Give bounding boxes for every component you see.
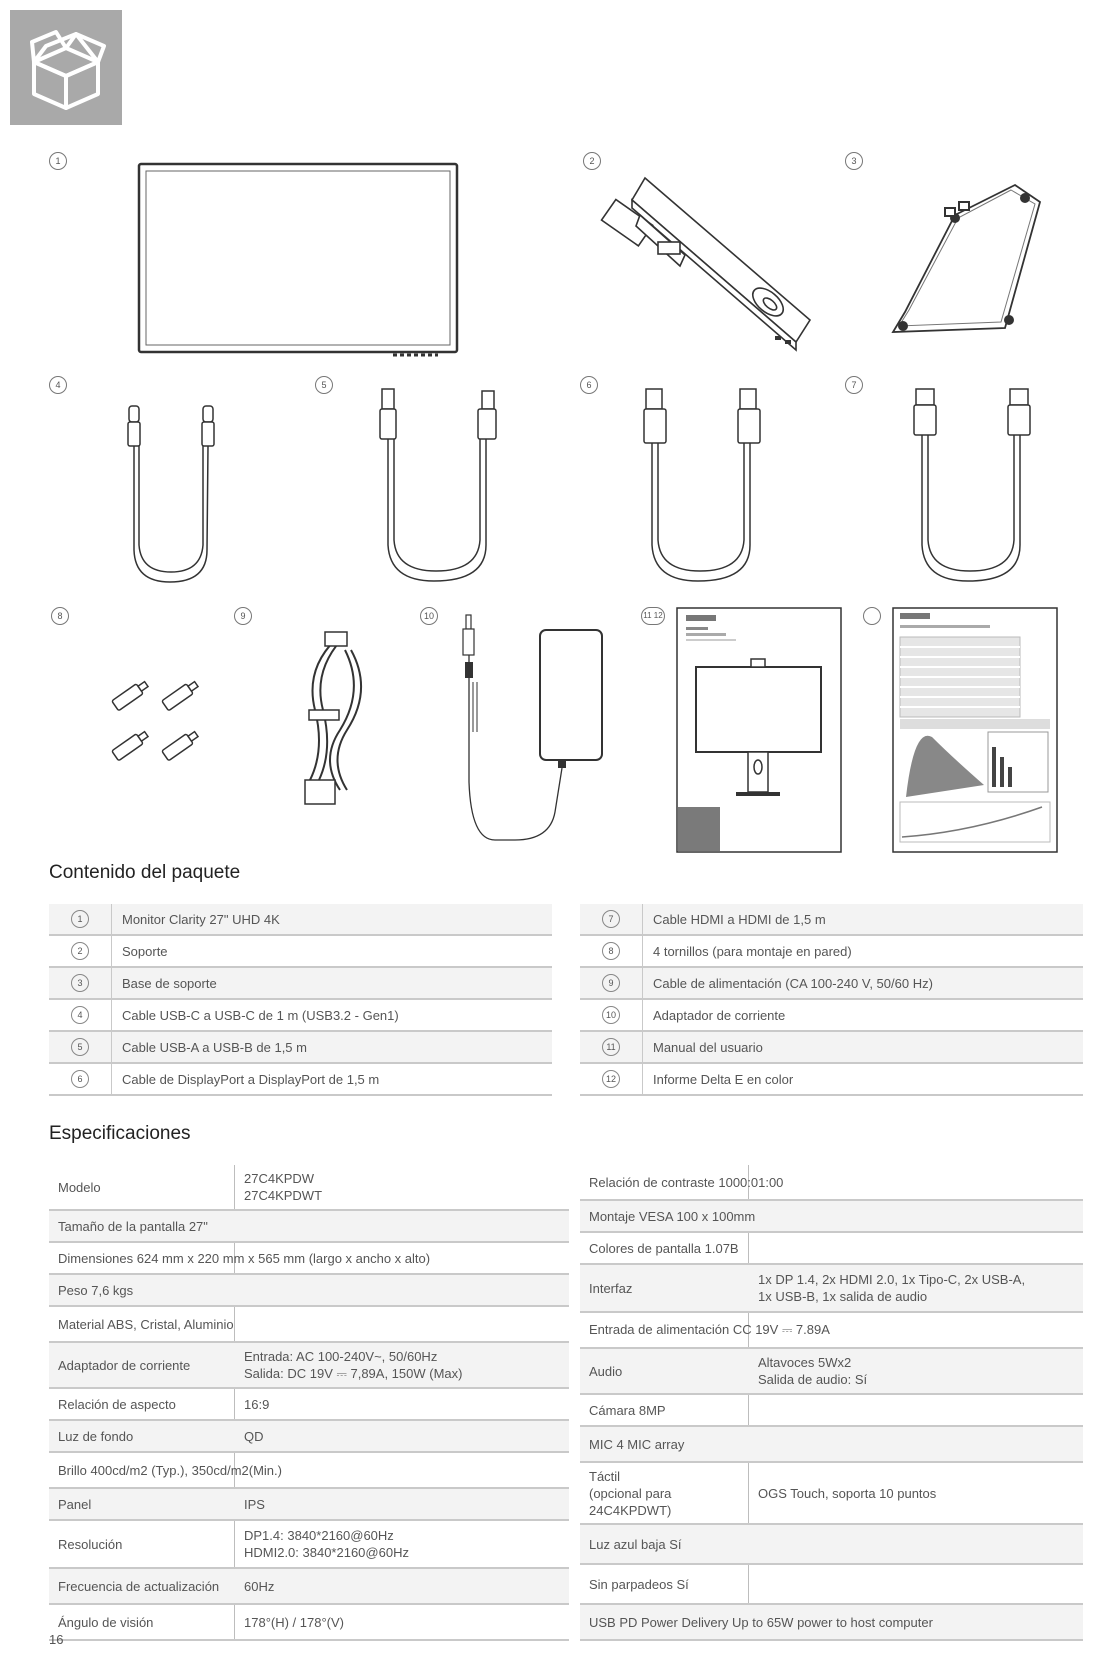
spec-value: Altavoces 5Wx2 Salida de audio: Sí xyxy=(758,1355,868,1387)
spec-value: OGS Touch, soporta 10 puntos xyxy=(758,1485,937,1501)
table-row xyxy=(49,1389,569,1421)
spec-label: Cámara 8MP xyxy=(589,1402,666,1418)
item-number: 9 xyxy=(602,974,620,992)
spec-label: Relación de aspecto xyxy=(58,1396,176,1412)
item-label: Cable USB-C a USB-C de 1 m (USB3.2 - Gen1) xyxy=(122,1007,399,1023)
item-label: Adaptador de corriente xyxy=(653,1007,786,1023)
table-row xyxy=(49,1569,569,1605)
table-row xyxy=(580,1525,1083,1565)
hdmi-cable-illustration xyxy=(912,385,1032,595)
spec-label: Luz azul baja Sí xyxy=(589,1536,682,1552)
table-row xyxy=(49,1453,569,1489)
table-row xyxy=(580,1395,1083,1427)
spec-label: Audio xyxy=(589,1363,623,1379)
table-row xyxy=(49,1000,552,1032)
stand-illustration xyxy=(600,170,825,355)
table-row xyxy=(580,1000,1083,1032)
monitor-illustration xyxy=(138,163,460,358)
screws-illustration xyxy=(105,675,205,775)
table-row xyxy=(49,1211,569,1243)
table-row xyxy=(580,1605,1083,1641)
item-number: 2 xyxy=(71,942,89,960)
table-row xyxy=(49,1165,569,1211)
item-number: 7 xyxy=(602,910,620,928)
spec-label: Frecuencia de actualización xyxy=(58,1578,220,1594)
spec-value: IPS xyxy=(244,1496,265,1512)
spec-label: Panel xyxy=(58,1496,92,1512)
table-row xyxy=(49,904,552,936)
spec-label: Brillo 400cd/m2 (Typ.), 350cd/m2(Min.) xyxy=(58,1462,282,1478)
table-row xyxy=(49,1521,569,1569)
spec-label: USB PD Power Delivery Up to 65W power to host computer xyxy=(589,1614,933,1630)
spec-label: Luz de fondo xyxy=(58,1428,134,1444)
table-row xyxy=(49,968,552,1000)
item-label: Cable de DisplayPort a DisplayPort de 1,5 m xyxy=(122,1071,380,1087)
table-row xyxy=(580,904,1083,936)
item-number: 6 xyxy=(71,1070,89,1088)
specifications-table-right xyxy=(580,1165,1083,1641)
table-row xyxy=(580,1265,1083,1313)
illustration-number: 7 xyxy=(845,376,863,394)
table-row xyxy=(580,936,1083,968)
table-row xyxy=(580,1064,1083,1096)
item-number: 4 xyxy=(71,1006,89,1024)
table-row xyxy=(580,1233,1083,1265)
spec-value: 60Hz xyxy=(244,1578,275,1594)
illustration-number: 2 xyxy=(583,152,601,170)
spec-label: Modelo xyxy=(58,1179,101,1195)
item-label: Soporte xyxy=(122,943,168,959)
table-row xyxy=(580,1201,1083,1233)
spec-label: Peso 7,6 kgs xyxy=(58,1282,134,1298)
usb-c-cable-illustration xyxy=(125,400,225,590)
table-row xyxy=(580,1565,1083,1605)
illustration-number: 9 xyxy=(234,607,252,625)
table-row xyxy=(580,1349,1083,1395)
spec-label: Sin parpadeos Sí xyxy=(589,1576,689,1592)
package-contents-table-right xyxy=(580,904,1083,1096)
table-row xyxy=(49,1307,569,1343)
table-row xyxy=(49,1275,569,1307)
item-label: Informe Delta E en color xyxy=(653,1071,794,1087)
table-row xyxy=(580,968,1083,1000)
spec-label: MIC 4 MIC array xyxy=(589,1436,685,1452)
spec-value: QD xyxy=(244,1428,264,1444)
spec-value: DP1.4: 3840*2160@60Hz HDMI2.0: 3840*2160@60Hz xyxy=(244,1528,409,1560)
spec-label: Resolución xyxy=(58,1536,123,1552)
table-row xyxy=(49,1243,569,1275)
spec-value: 27C4KPDW 27C4KPDWT xyxy=(244,1171,323,1203)
item-label: Cable USB-A a USB-B de 1,5 m xyxy=(122,1039,307,1055)
page-number: 16 xyxy=(49,1632,64,1647)
spec-value: 1x DP 1.4, 2x HDMI 2.0, 1x Tipo-C, 2x USB-A, 1x USB-B, 1x salida de audio xyxy=(758,1272,1026,1304)
spec-label: Táctil (opcional para 24C4KPDWT) xyxy=(589,1468,672,1518)
spec-label: Montaje VESA 100 x 100mm xyxy=(589,1208,756,1224)
item-number: 10 xyxy=(602,1006,620,1024)
illustration-number: 1 xyxy=(49,152,67,170)
power-adapter-illustration xyxy=(455,612,605,852)
table-row xyxy=(580,1427,1083,1463)
specifications-title: Especificaciones xyxy=(49,1123,191,1144)
illustration-number: 8 xyxy=(51,607,69,625)
item-number: 3 xyxy=(71,974,89,992)
illustration-number: 11 12 xyxy=(641,607,665,625)
item-label: 4 tornillos (para montaje en pared) xyxy=(653,943,852,959)
package-contents-table-left xyxy=(49,904,552,1096)
item-label: Manual del usuario xyxy=(653,1039,763,1055)
illustration-number: 5 xyxy=(315,376,333,394)
spec-label: Dimensiones 624 mm x 220 mm x 565 mm (largo x ancho x alto) xyxy=(58,1250,431,1266)
spec-label: Entrada de alimentación CC 19V ⎓ 7.89A xyxy=(589,1322,830,1337)
spec-label: Ángulo de visión xyxy=(58,1614,154,1630)
delta-e-report-illustration xyxy=(892,607,1060,855)
package-contents-title: Contenido del paquete xyxy=(49,862,241,883)
illustration-number: 3 xyxy=(845,152,863,170)
spec-label: Interfaz xyxy=(589,1280,633,1296)
item-number: 5 xyxy=(71,1038,89,1056)
item-number: 12 xyxy=(602,1070,620,1088)
table-row xyxy=(580,1463,1083,1525)
item-number: 1 xyxy=(71,910,89,928)
illustration-number: 6 xyxy=(580,376,598,394)
item-label: Cable HDMI a HDMI de 1,5 m xyxy=(653,911,826,927)
table-row xyxy=(580,1032,1083,1064)
illustration-number xyxy=(863,607,881,625)
table-row xyxy=(49,1605,569,1641)
stand-base-illustration xyxy=(885,180,1045,340)
item-number: 11 xyxy=(602,1038,620,1056)
spec-label: Relación de contraste 1000:01:00 xyxy=(589,1174,784,1190)
usb-a-usb-b-cable-illustration xyxy=(378,385,498,595)
spec-value: 16:9 xyxy=(244,1396,270,1412)
power-cord-illustration xyxy=(295,630,385,815)
table-row xyxy=(49,1489,569,1521)
spec-label: Tamaño de la pantalla 27" xyxy=(58,1218,208,1234)
spec-label: Adaptador de corriente xyxy=(58,1357,191,1373)
table-row xyxy=(49,1032,552,1064)
spec-value: Entrada: AC 100-240V~, 50/60Hz Salida: DC 19V ⎓ 7,89A, 150W (Max) xyxy=(244,1349,463,1381)
table-row xyxy=(49,1343,569,1389)
table-row xyxy=(49,1421,569,1453)
spec-label: Material ABS, Cristal, Aluminio xyxy=(58,1316,234,1332)
spec-label: Colores de pantalla 1.07B xyxy=(589,1240,739,1256)
table-row xyxy=(580,1313,1083,1349)
package-box-icon xyxy=(10,10,122,125)
item-label: Monitor Clarity 27" UHD 4K xyxy=(122,911,280,927)
item-number: 8 xyxy=(602,942,620,960)
displayport-cable-illustration xyxy=(642,385,762,595)
illustration-number: 10 xyxy=(420,607,438,625)
table-row xyxy=(49,936,552,968)
user-manual-illustration xyxy=(676,607,844,855)
specifications-table-left xyxy=(49,1165,569,1641)
table-row xyxy=(49,1064,552,1096)
illustration-number: 4 xyxy=(49,376,67,394)
item-label: Base de soporte xyxy=(122,975,217,991)
item-label: Cable de alimentación (CA 100-240 V, 50/60 Hz) xyxy=(653,975,933,991)
table-row xyxy=(580,1165,1083,1201)
spec-value: 178°(H) / 178°(V) xyxy=(244,1614,344,1630)
